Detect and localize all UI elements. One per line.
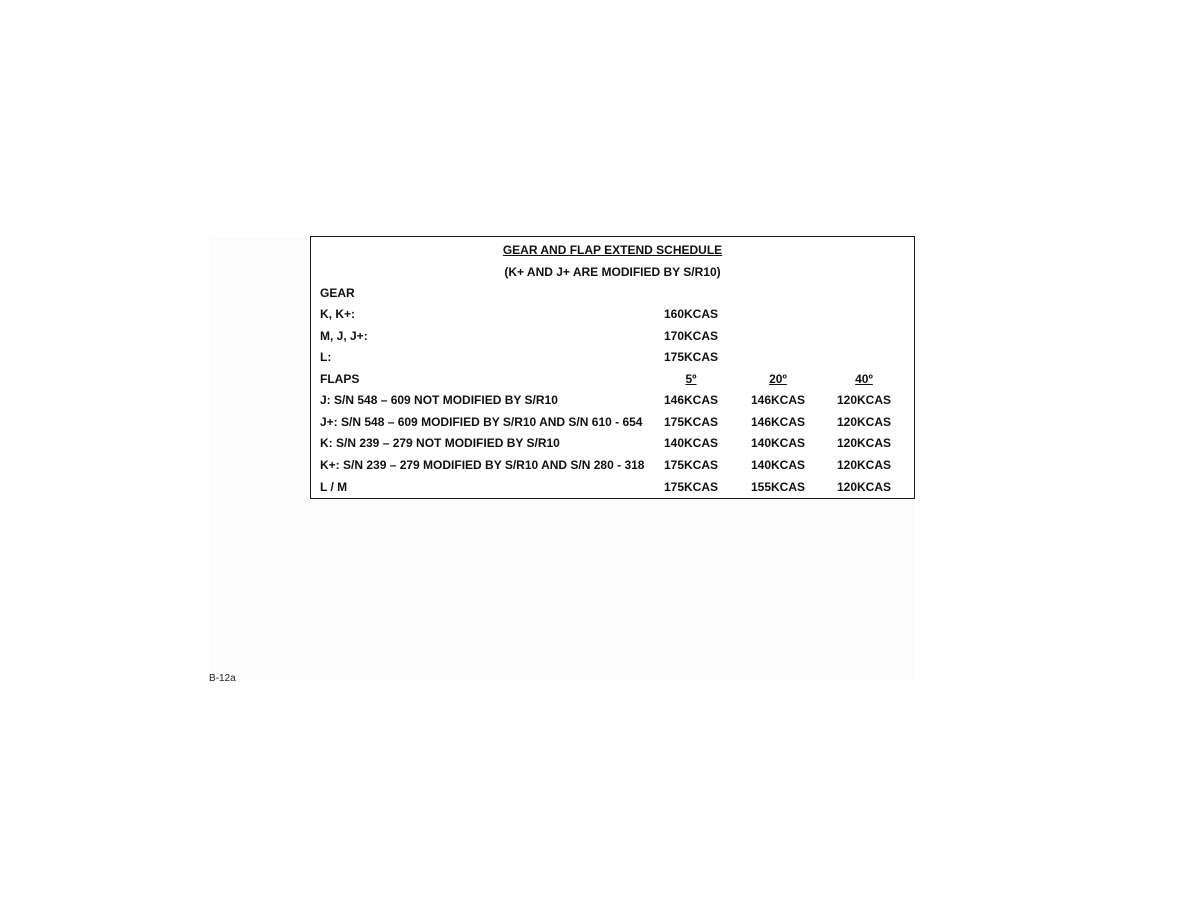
gear-row	[311, 329, 914, 343]
flaps-row-value: 175KCAS	[663, 480, 719, 494]
flaps-heading-row	[311, 372, 914, 386]
flaps-row-value: 120KCAS	[836, 436, 892, 450]
flaps-row-value: 140KCAS	[663, 436, 719, 450]
flaps-row-label: J: S/N 548 – 609 NOT MODIFIED BY S/R10	[320, 393, 558, 407]
flaps-row-value: 120KCAS	[836, 480, 892, 494]
flaps-row-value: 140KCAS	[750, 436, 806, 450]
flaps-row-value: 155KCAS	[750, 480, 806, 494]
table-subtitle: (K+ AND J+ ARE MODIFIED BY S/R10)	[504, 265, 721, 279]
flaps-heading: FLAPS	[320, 372, 360, 386]
gear-row-speed: 160KCAS	[663, 307, 719, 321]
flaps-row-value: 175KCAS	[663, 458, 719, 472]
gear-row-label: M, J, J+:	[320, 329, 368, 343]
flaps-row-value: 140KCAS	[750, 458, 806, 472]
flaps-row-value: 120KCAS	[836, 415, 892, 429]
gear-heading-row	[311, 286, 914, 300]
gear-row	[311, 307, 914, 321]
gear-row-speed: 175KCAS	[663, 350, 719, 364]
flaps-row-label: J+: S/N 548 – 609 MODIFIED BY S/R10 AND S/N 610 - 654	[320, 415, 643, 429]
table-title: GEAR AND FLAP EXTEND SCHEDULE	[502, 243, 723, 257]
flap-column-40-header: 40º	[855, 372, 873, 386]
flaps-row-value: 120KCAS	[836, 458, 892, 472]
flaps-row	[311, 436, 914, 450]
flaps-row-label: L / M	[320, 480, 348, 494]
gear-row-label: L:	[320, 350, 332, 364]
flaps-row	[311, 480, 914, 494]
flaps-row-label: K: S/N 239 – 279 NOT MODIFIED BY S/R10	[320, 436, 560, 450]
gear-flap-schedule-table	[310, 236, 915, 499]
page-number: B-12a	[209, 673, 236, 684]
flaps-row-value: 175KCAS	[663, 415, 719, 429]
gear-heading: GEAR	[320, 286, 355, 300]
gear-row-speed: 170KCAS	[663, 329, 719, 343]
gear-row	[311, 350, 914, 364]
flaps-row-label: K+: S/N 239 – 279 MODIFIED BY S/R10 AND S/N 280 - 318	[320, 458, 645, 472]
flaps-row	[311, 458, 914, 472]
flaps-row	[311, 415, 914, 429]
flaps-row	[311, 393, 914, 407]
gear-row-label: K, K+:	[320, 307, 356, 321]
flap-column-5-header: 5º	[685, 372, 697, 386]
flaps-row-value: 146KCAS	[750, 393, 806, 407]
flaps-row-value: 146KCAS	[750, 415, 806, 429]
flaps-row-value: 120KCAS	[836, 393, 892, 407]
flap-column-20-header: 20º	[769, 372, 787, 386]
flaps-row-value: 146KCAS	[663, 393, 719, 407]
